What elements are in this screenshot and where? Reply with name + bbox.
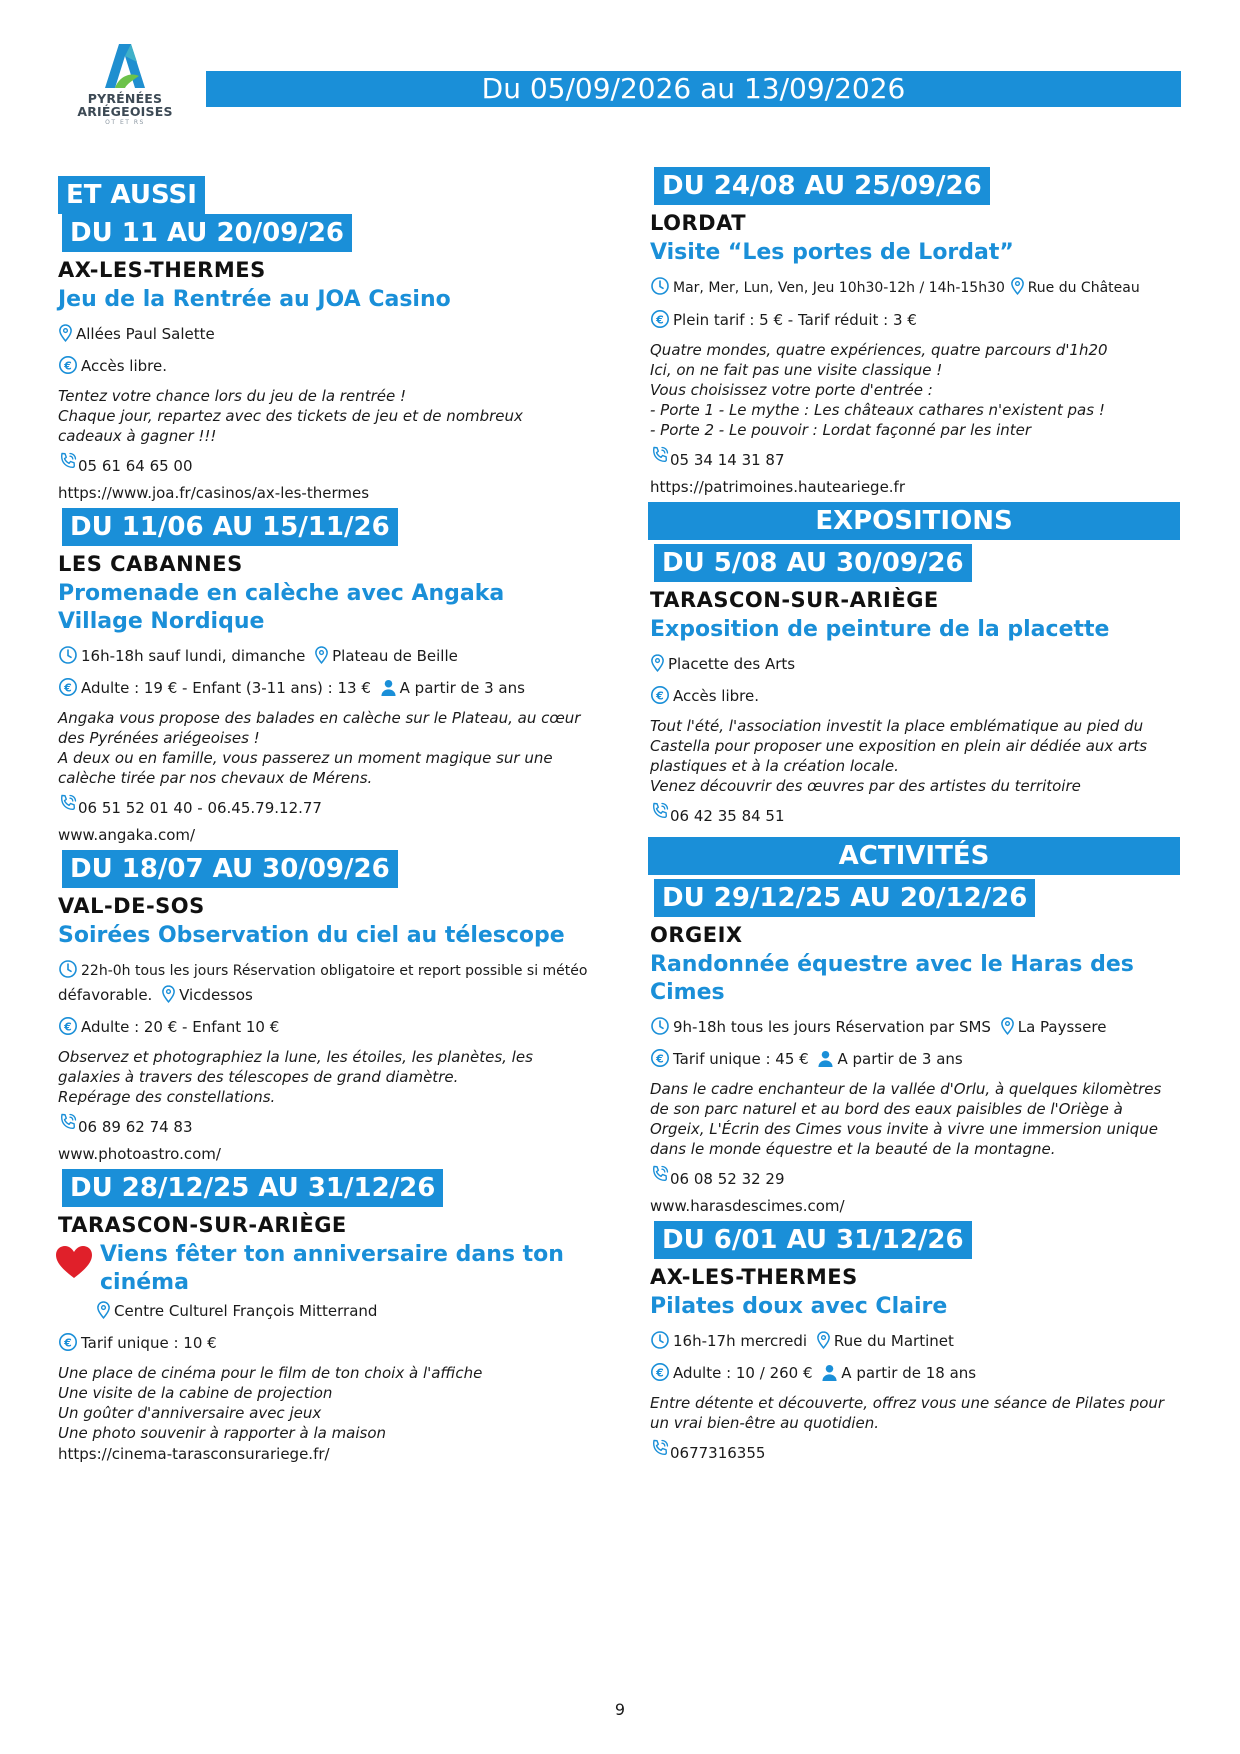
event-price: Accès libre.: [673, 687, 759, 705]
event-place: AX-LES-THERMES: [650, 1265, 858, 1289]
event-location: Plateau de Beille: [332, 647, 458, 665]
brand-logo: [70, 40, 180, 126]
event-url[interactable]: https://patrimoines.hauteariege.fr: [650, 478, 906, 496]
location-pin-icon: [650, 653, 665, 673]
event-card: [650, 879, 1180, 1217]
clock-icon: [58, 959, 78, 979]
event-hours: 9h-18h tous les jours Réservation par SMS: [673, 1018, 991, 1036]
event-location: Placette des Arts: [668, 655, 796, 673]
event-location: Vicdessos: [179, 986, 253, 1004]
event-phone-line: [650, 1438, 1180, 1464]
event-dates: DU 28/12/25 AU 31/12/26: [62, 1169, 443, 1207]
event-hours-line: [650, 1329, 1180, 1353]
person-icon: [817, 1049, 834, 1068]
event-price: Accès libre.: [81, 357, 167, 375]
event-title: Jeu de la Rentrée au JOA Casino: [58, 287, 451, 312]
event-card: [58, 850, 588, 1165]
person-icon: [380, 678, 397, 697]
event-phone-line: [58, 451, 588, 477]
event-price-line: [650, 308, 1180, 332]
event-location-line: [650, 652, 1180, 676]
clock-icon: [650, 1330, 670, 1350]
location-pin-icon: [1000, 1016, 1015, 1036]
event-price-line: [650, 684, 1180, 708]
section-expositions: EXPOSITIONS: [648, 502, 1180, 540]
event-location-line: [58, 322, 588, 346]
event-price-line: [58, 354, 588, 378]
event-price-line: [58, 1331, 588, 1355]
event-price: Adulte : 20 € - Enfant 10 €: [81, 1018, 280, 1036]
phone-icon: [58, 1112, 78, 1132]
heart-icon: [54, 1244, 94, 1280]
event-url[interactable]: https://cinema-tarasconsurariege.fr/: [58, 1445, 330, 1463]
euro-icon: [650, 1362, 670, 1382]
event-location: Centre Culturel François Mitterrand: [114, 1302, 378, 1320]
location-pin-icon: [816, 1330, 831, 1350]
event-phone[interactable]: 06 42 35 84 51: [670, 807, 785, 825]
section-et-aussi: ET AUSSI: [58, 176, 205, 214]
event-url[interactable]: www.angaka.com/: [58, 826, 196, 844]
event-description: Une place de cinéma pour le film de ton choix à l'affiche Une visite de la cabine de projection Un goûter d'anniversaire avec jeux Une photo souvenir à rapporter à la maison: [58, 1364, 483, 1442]
event-title-line: [58, 1241, 588, 1297]
event-dates: DU 24/08 AU 25/09/26: [654, 167, 990, 205]
event-dates: DU 29/12/25 AU 20/12/26: [654, 879, 1035, 917]
event-location-line: [96, 1299, 588, 1323]
event-description: Tout l'été, l'association investit la place emblématique au pied du Castella pour proposer une exposition en plein air dédiée aux arts plastiques et à la création locale. Venez découvrir des œuvres par des artistes du territoire: [650, 717, 1148, 795]
event-description: Observez et photographiez la lune, les étoiles, les planètes, les galaxies à travers des télescopes de grand diamètre. Repérage des constellations.: [58, 1048, 533, 1106]
clock-icon: [650, 1016, 670, 1036]
event-phone[interactable]: 0677316355: [670, 1444, 766, 1462]
event-description: Dans le cadre enchanteur de la vallée d'Orlu, à quelques kilomètres de son parc naturel et au bord des eaux paisibles de l'Oriège à Orgeix, L'Écrin des Cimes vous invite à vivre une immersion unique dans le monde équestre et la beauté de la montagne.: [650, 1080, 1162, 1158]
euro-icon: [58, 355, 78, 375]
left-column: [58, 176, 588, 1465]
event-price: Adulte : 10 / 260 €: [673, 1364, 813, 1382]
logo-line-1: PYRÉNÉES: [87, 91, 163, 106]
event-hours-line: [58, 644, 588, 668]
event-card: [650, 544, 1180, 827]
event-price-line: [650, 1361, 1180, 1385]
event-url[interactable]: www.photoastro.com/: [58, 1145, 221, 1163]
person-icon: [821, 1363, 838, 1382]
euro-icon: [58, 677, 78, 697]
location-pin-icon: [58, 323, 73, 343]
location-pin-icon: [1010, 276, 1025, 296]
section-activites: ACTIVITÉS: [648, 837, 1180, 875]
event-age: A partir de 18 ans: [841, 1364, 977, 1382]
event-hours: Mar, Mer, Lun, Ven, Jeu 10h30-12h / 14h-15h30: [673, 280, 1005, 296]
clock-icon: [650, 276, 670, 296]
event-title: Exposition de peinture de la placette: [650, 617, 1110, 642]
event-dates: DU 18/07 AU 30/09/26: [62, 850, 398, 888]
euro-icon: [650, 685, 670, 705]
event-hours: 16h-18h sauf lundi, dimanche: [81, 647, 306, 665]
event-phone-line: [58, 1112, 588, 1138]
event-phone-line: [650, 801, 1180, 827]
logo-line-2: ARIÉGEOISES: [77, 104, 173, 119]
event-phone[interactable]: 05 34 14 31 87: [670, 451, 785, 469]
logo-line-3: OT ET RS: [105, 119, 145, 126]
event-dates: DU 5/08 AU 30/09/26: [654, 544, 972, 582]
event-price-line: [58, 676, 588, 700]
euro-icon: [650, 1048, 670, 1068]
event-url[interactable]: www.harasdescimes.com/: [650, 1197, 845, 1215]
event-card: [650, 167, 1180, 498]
event-place: LORDAT: [650, 211, 747, 235]
event-phone-line: [58, 793, 588, 819]
euro-icon: [58, 1332, 78, 1352]
event-age: A partir de 3 ans: [399, 679, 525, 697]
event-hours-line: [650, 1015, 1180, 1039]
event-title: Viens fêter ton anniversaire dans ton cinéma: [100, 1242, 564, 1295]
logo-mark-icon: [101, 40, 149, 92]
event-description: Quatre mondes, quatre expériences, quatre parcours d'1h20 Ici, on ne fait pas une visite classique ! Vous choisissez votre porte d'entrée : - Porte 1 - Le mythe : Les châteaux cathares n'existent pas ! - Porte 2 - Le pouvoir : Lordat façonné par les inter: [650, 341, 1108, 439]
phone-icon: [650, 445, 670, 465]
event-card: [58, 508, 588, 846]
event-hours-cont: défavorable.: [58, 986, 153, 1004]
event-place: VAL-DE-SOS: [58, 894, 205, 918]
event-card: [58, 214, 588, 504]
event-price: Adulte : 19 € - Enfant (3-11 ans) : 13 €: [81, 679, 371, 697]
event-phone[interactable]: 05 61 64 65 00: [78, 457, 193, 475]
event-location: La Payssere: [1017, 1018, 1107, 1036]
event-dates: DU 6/01 AU 31/12/26: [654, 1221, 972, 1259]
event-title: Soirées Observation du ciel au télescope: [58, 923, 565, 948]
location-pin-icon: [161, 984, 176, 1004]
right-column: [650, 167, 1180, 1464]
event-phone-line: [650, 445, 1180, 471]
event-description: Entre détente et découverte, offrez vous une séance de Pilates pour un vrai bien-être au quotidien.: [650, 1394, 1165, 1432]
event-place: TARASCON-SUR-ARIÈGE: [650, 588, 939, 612]
event-hours: 22h-0h tous les jours Réservation obligatoire et report possible si météo: [81, 963, 588, 979]
event-age: A partir de 3 ans: [837, 1050, 963, 1068]
event-place: TARASCON-SUR-ARIÈGE: [58, 1213, 347, 1237]
page-number: 9: [614, 1700, 626, 1719]
event-card: [650, 1221, 1180, 1464]
event-hours-line: [650, 275, 1180, 300]
event-phone[interactable]: 06 08 52 32 29: [670, 1170, 785, 1188]
event-title: Randonnée équestre avec le Haras des Cimes: [650, 952, 1134, 1005]
event-location: Allées Paul Salette: [76, 325, 215, 343]
phone-icon: [650, 1164, 670, 1184]
euro-icon: [58, 1016, 78, 1036]
event-title: Pilates doux avec Claire: [650, 1294, 948, 1319]
event-price: Tarif unique : 45 €: [673, 1050, 809, 1068]
event-phone[interactable]: 06 89 62 74 83: [78, 1118, 193, 1136]
event-price-line: [650, 1047, 1180, 1071]
event-title: Promenade en calèche avec Angaka Village Nordique: [58, 581, 505, 634]
event-dates: DU 11/06 AU 15/11/26: [62, 508, 398, 546]
phone-icon: [650, 1438, 670, 1458]
event-dates: DU 11 AU 20/09/26: [62, 214, 352, 252]
event-location: Rue du Château: [1027, 280, 1140, 296]
event-place: AX-LES-THERMES: [58, 258, 266, 282]
event-card: [58, 1169, 588, 1465]
event-place: ORGEIX: [650, 923, 743, 947]
phone-icon: [58, 793, 78, 813]
phone-icon: [650, 801, 670, 821]
date-range-banner: Du 05/09/2026 au 13/09/2026: [206, 71, 1181, 107]
event-price: Tarif unique : 10 €: [81, 1334, 217, 1352]
event-hours-line: [58, 958, 588, 1007]
event-price-line: [58, 1015, 588, 1039]
location-pin-icon: [96, 1300, 111, 1320]
event-phone[interactable]: 06 51 52 01 40 - 06.45.79.12.77: [78, 799, 322, 817]
event-description: Tentez votre chance lors du jeu de la rentrée ! Chaque jour, repartez avec des tickets de jeu et de nombreux cadeaux à gagner !!!: [58, 387, 523, 445]
event-phone-line: [650, 1164, 1180, 1190]
location-pin-icon: [314, 645, 329, 665]
event-location: Rue du Martinet: [833, 1332, 954, 1350]
event-title: Visite “Les portes de Lordat”: [650, 240, 1014, 265]
clock-icon: [58, 645, 78, 665]
event-description: Angaka vous propose des balades en calèche sur le Plateau, au cœur des Pyrénées ariégeoises ! A deux ou en famille, vous passerez un moment magique sur une calèche tirée par nos chevaux de Mérens.: [58, 709, 581, 787]
event-url[interactable]: https://www.joa.fr/casinos/ax-les-thermes: [58, 484, 370, 502]
event-place: LES CABANNES: [58, 552, 243, 576]
event-price: Plein tarif : 5 € - Tarif réduit : 3 €: [673, 311, 917, 329]
euro-icon: [650, 309, 670, 329]
phone-icon: [58, 451, 78, 471]
event-hours: 16h-17h mercredi: [673, 1332, 808, 1350]
